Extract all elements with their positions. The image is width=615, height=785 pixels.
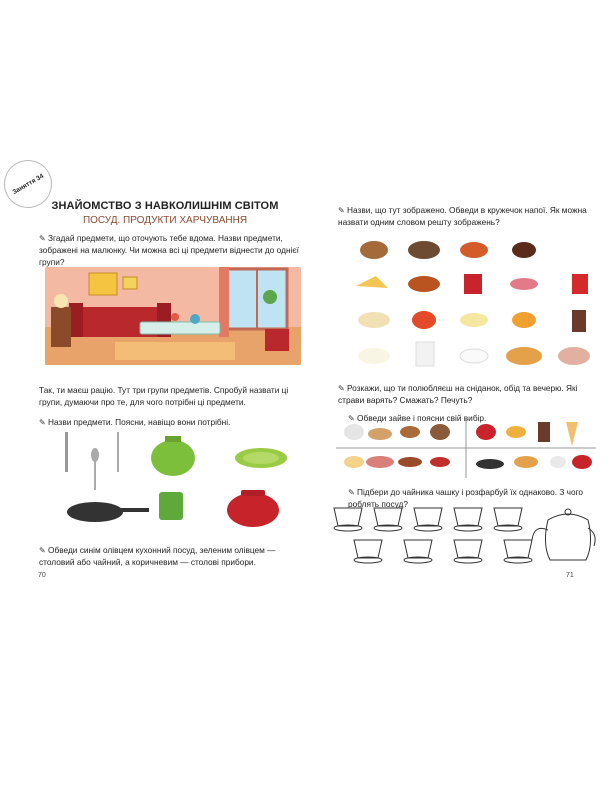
- living-room-illustration: [45, 267, 301, 365]
- cups-and-teapot-outlines: [328, 500, 598, 570]
- pencil-icon: ✎: [39, 418, 46, 427]
- task-3: ✎ Назви предмети. Поясни, навіщо вони потрібні.: [39, 417, 231, 427]
- pencil-icon: ✎: [39, 546, 46, 555]
- task-4: ✎ Обведи синім олівцем кухонний посуд, зеленим олівцем — столовий або чайний, а коричневим — столові прибори.: [39, 545, 276, 567]
- task-1-right: ✎ Назви, що тут зображено. Обведи в кружечок напої. Як можна назвати одним словом решту зображень?: [338, 205, 587, 227]
- task-2-right: ✎ Розкажи, що ти полюбляєш на сніданок, обід та вечерю. Які страви варять? Смажать? Печуть?: [338, 383, 578, 405]
- task-1: ✎ Згадай предмети, що оточують тебе вдома. Назви предмети, зображені на малюнку. Чи можна всі ці предмети віднести до однієї групи?: [39, 233, 299, 267]
- pencil-icon: ✎: [338, 206, 345, 215]
- page-title: ЗНАЙОМСТВО З НАВКОЛИШНІМ СВІТОМ: [51, 200, 279, 212]
- pencil-icon: ✎: [348, 414, 355, 423]
- pencil-icon: ✎: [348, 488, 355, 497]
- task-4-right: ✎ Підбери до чайника чашку і розфарбуй їх однаково. З чого роблять посуд?: [348, 487, 584, 509]
- tableware-illustrations: [55, 430, 305, 540]
- pencil-icon: ✎: [39, 234, 46, 243]
- page-number-right: 71: [566, 572, 574, 579]
- lesson-tab: Заняття 34: [0, 151, 61, 217]
- odd-one-out-grid: [336, 418, 596, 478]
- task-3-right: ✎ Обведи зайве і поясни свій вибір.: [348, 413, 487, 423]
- food-grid-illustration: [346, 238, 596, 378]
- right-page: [318, 180, 598, 590]
- page-subtitle: ПОСУД. ПРОДУКТИ ХАРЧУВАННЯ: [82, 215, 248, 226]
- page-number-left: 70: [38, 572, 46, 579]
- pencil-icon: ✎: [338, 384, 345, 393]
- task-2: Так, ти маєш рацію. Тут три групи предметів. Спробуй назвати ці групи, думаючи про те, для чого потрібні ці предмети.: [39, 385, 289, 407]
- left-page: [25, 180, 305, 590]
